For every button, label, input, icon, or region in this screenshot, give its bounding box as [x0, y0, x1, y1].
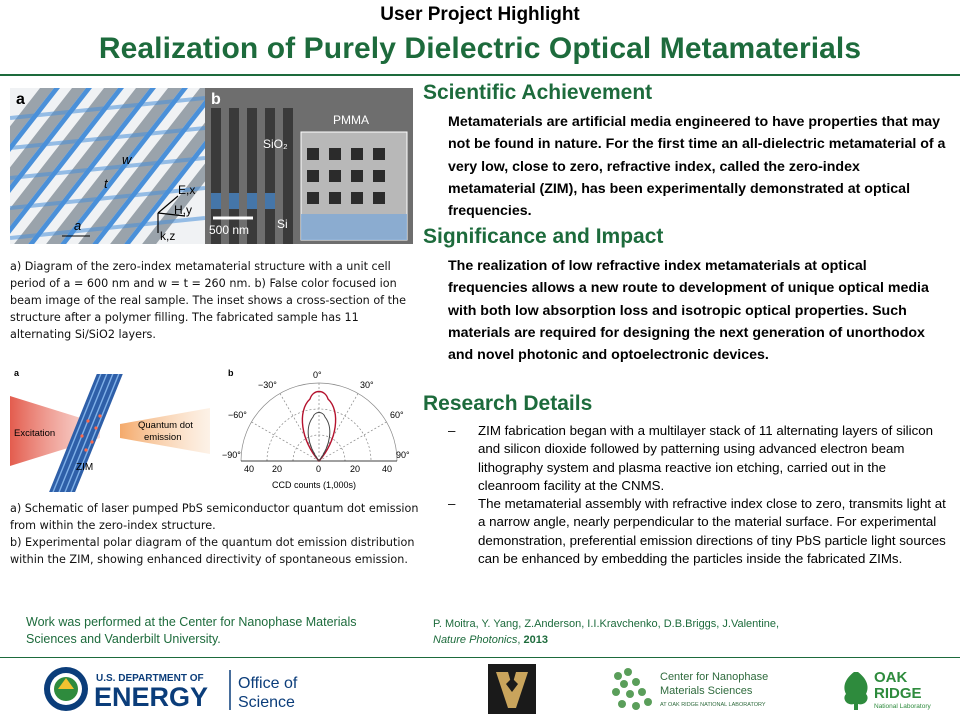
fig-d-radial-tick: 40 — [244, 464, 255, 474]
header-label: User Project Highlight — [380, 4, 580, 25]
cnms-line3: AT OAK RIDGE NATIONAL LABORATORY — [660, 702, 766, 708]
fig-d-axis-label: CCD counts (1,000s) — [272, 480, 357, 490]
doe-office2: Science — [238, 694, 295, 711]
figure-2a-caption: a) Schematic of laser pumped PbS semiconductor quantum dot emission from within the zero-index structure. — [10, 502, 419, 532]
cnms-line1: Center for Nanophase — [660, 671, 769, 683]
figure-b-fib-image — [205, 88, 413, 244]
cnms-logo — [608, 664, 788, 714]
fig-d-angle-m60: −60° — [228, 410, 247, 420]
cnms-line2: Materials Sciences — [660, 685, 753, 697]
fig-d-panel-label: b — [228, 368, 234, 378]
list-item — [448, 422, 948, 495]
reference-year: 2013 — [523, 634, 548, 646]
fig-d-angle-30: 30° — [360, 380, 374, 390]
fig-c-label-qd1: Quantum dot — [138, 420, 193, 431]
fig-d-radial-tick: 20 — [350, 464, 361, 474]
page-title: Realization of Purely Dielectric Optical Metamaterials — [98, 32, 862, 65]
fig-d-angle-m90: −90° — [222, 450, 241, 460]
fig-d-angle-0: 0° — [313, 370, 322, 380]
ornl-line2: RIDGE — [874, 685, 922, 702]
fig-a-label-t: t — [104, 176, 108, 191]
reference: P. Moitra, Y. Yang, Z.Anderson, I.I.Kravchenko, D.B.Briggs, J.Valentine, Nature Photonics, 2013 — [433, 616, 903, 648]
fig-d-radial-tick: 40 — [382, 464, 393, 474]
figure-1-caption: a) Diagram of the zero-index metamaterial structure with a unit cell period of a = 600 nm and w = t = 260 nm. b) False color focused ion beam image of the real sample. The inset shows a cross-section of the structure after a polymer filling. The fabricated sample has 11 alternating Si/SiO2 layers. — [10, 260, 407, 341]
fig-d-angle-m30: −30° — [258, 380, 277, 390]
fig-b-label-sio2: SiO₂ — [263, 137, 288, 151]
section-body-impact: The realization of low refractive index metamaterials at optical frequencies allows a new route to development of unique optical media with both low absorption loss and isotropic optical properties. Such materials are required for designing the next generation of unorthodox and novel photonic and optoelectronic devices. — [448, 258, 929, 364]
list-item — [448, 495, 948, 568]
reference-journal: Nature Photonics — [433, 634, 518, 646]
bullet-dash: – — [448, 423, 456, 438]
footer-divider — [0, 657, 960, 658]
section-body-achievement: Metamaterials are artificial media engineered to have properties that may not be found in nature. For the first time an all-dielectric metamaterial of a very low, close to zero, refractive index, called the zero-index metamaterial (ZIM), has been experimentally demonstrated at optical frequencies. — [448, 114, 946, 220]
fig-a-label-ex: E,x — [178, 183, 196, 197]
section-heading-impact: Significance and Impact — [423, 225, 664, 248]
figure-2b-caption: b) Experimental polar diagram of the quantum dot emission distribution within the ZIM, showing enhanced directivity of spontaneous emission. — [10, 536, 415, 566]
figure-d-polar-plot — [222, 366, 417, 496]
ornl-line1: OAK — [874, 669, 908, 686]
research-details-list — [448, 422, 948, 568]
bullet-dash: – — [448, 496, 456, 512]
fig-a-label-w: w — [122, 152, 132, 167]
fig-d-angle-90: 90° — [396, 450, 410, 460]
title-divider — [0, 74, 960, 76]
fig-d-angle-60: 60° — [390, 410, 404, 420]
fig-c-label-qd2: emission — [144, 432, 182, 443]
fig-c-label-excitation: Excitation — [14, 428, 56, 439]
doe-office-of-science-logo — [42, 664, 312, 714]
list-item-text: The metamaterial assembly with refractive index close to zero, transmits light at a narrow angle, nearly perpendicular to the material surface. For experimental demonstration, preferential emission directions of tiny PbS particle light sources can be enhanced by embedding the particles inside the fabricated ZIMs. — [478, 496, 946, 567]
figure-c-schematic — [10, 366, 210, 496]
section-heading-achievement: Scientific Achievement — [423, 81, 653, 104]
fig-b-scale-bar: 500 nm — [209, 223, 250, 237]
fig-d-radial-tick: 0 — [316, 464, 322, 474]
doe-line2: ENERGY — [94, 682, 209, 712]
ornl-line3: National Laboratory — [874, 703, 931, 710]
reference-authors: P. Moitra, Y. Yang, Z.Anderson, I.I.Kravchenko, D.B.Briggs, J.Valentine, — [433, 618, 780, 630]
fig-b-label-pmma: PMMA — [333, 113, 369, 127]
figure-a-diagram — [10, 88, 205, 244]
fig-c-label-zim: ZIM — [76, 462, 94, 473]
fig-c-panel-label: a — [14, 368, 20, 378]
fig-a-label-kz: k,z — [160, 229, 176, 243]
doe-office1: Office of — [238, 675, 298, 692]
figure-2-caption — [10, 500, 422, 568]
oak-leaf-icon — [844, 672, 867, 710]
fig-a-panel-label: a — [16, 91, 25, 108]
fig-b-label-si: Si — [277, 217, 288, 231]
doe-line1: U.S. DEPARTMENT OF — [96, 673, 204, 684]
section-heading-details: Research Details — [423, 392, 593, 415]
fig-d-radial-tick: 20 — [272, 464, 283, 474]
fig-a-label-hy: H,y — [174, 203, 192, 217]
fig-b-panel-label: b — [211, 91, 221, 108]
fig-a-label-a: a — [74, 218, 82, 233]
ornl-logo — [838, 664, 938, 714]
list-item-text: ZIM fabrication began with a multilayer stack of 11 alternating layers of silicon and silicon dioxide followed by patterning using advanced electron beam lithography system and plasma reactive ion etching, carried out in the cleanroom facility at the CNMS. — [478, 423, 934, 493]
vanderbilt-logo — [488, 664, 536, 714]
work-credit: Work was performed at the Center for Nanophase Materials Sciences and Vanderbilt University. — [26, 615, 357, 646]
